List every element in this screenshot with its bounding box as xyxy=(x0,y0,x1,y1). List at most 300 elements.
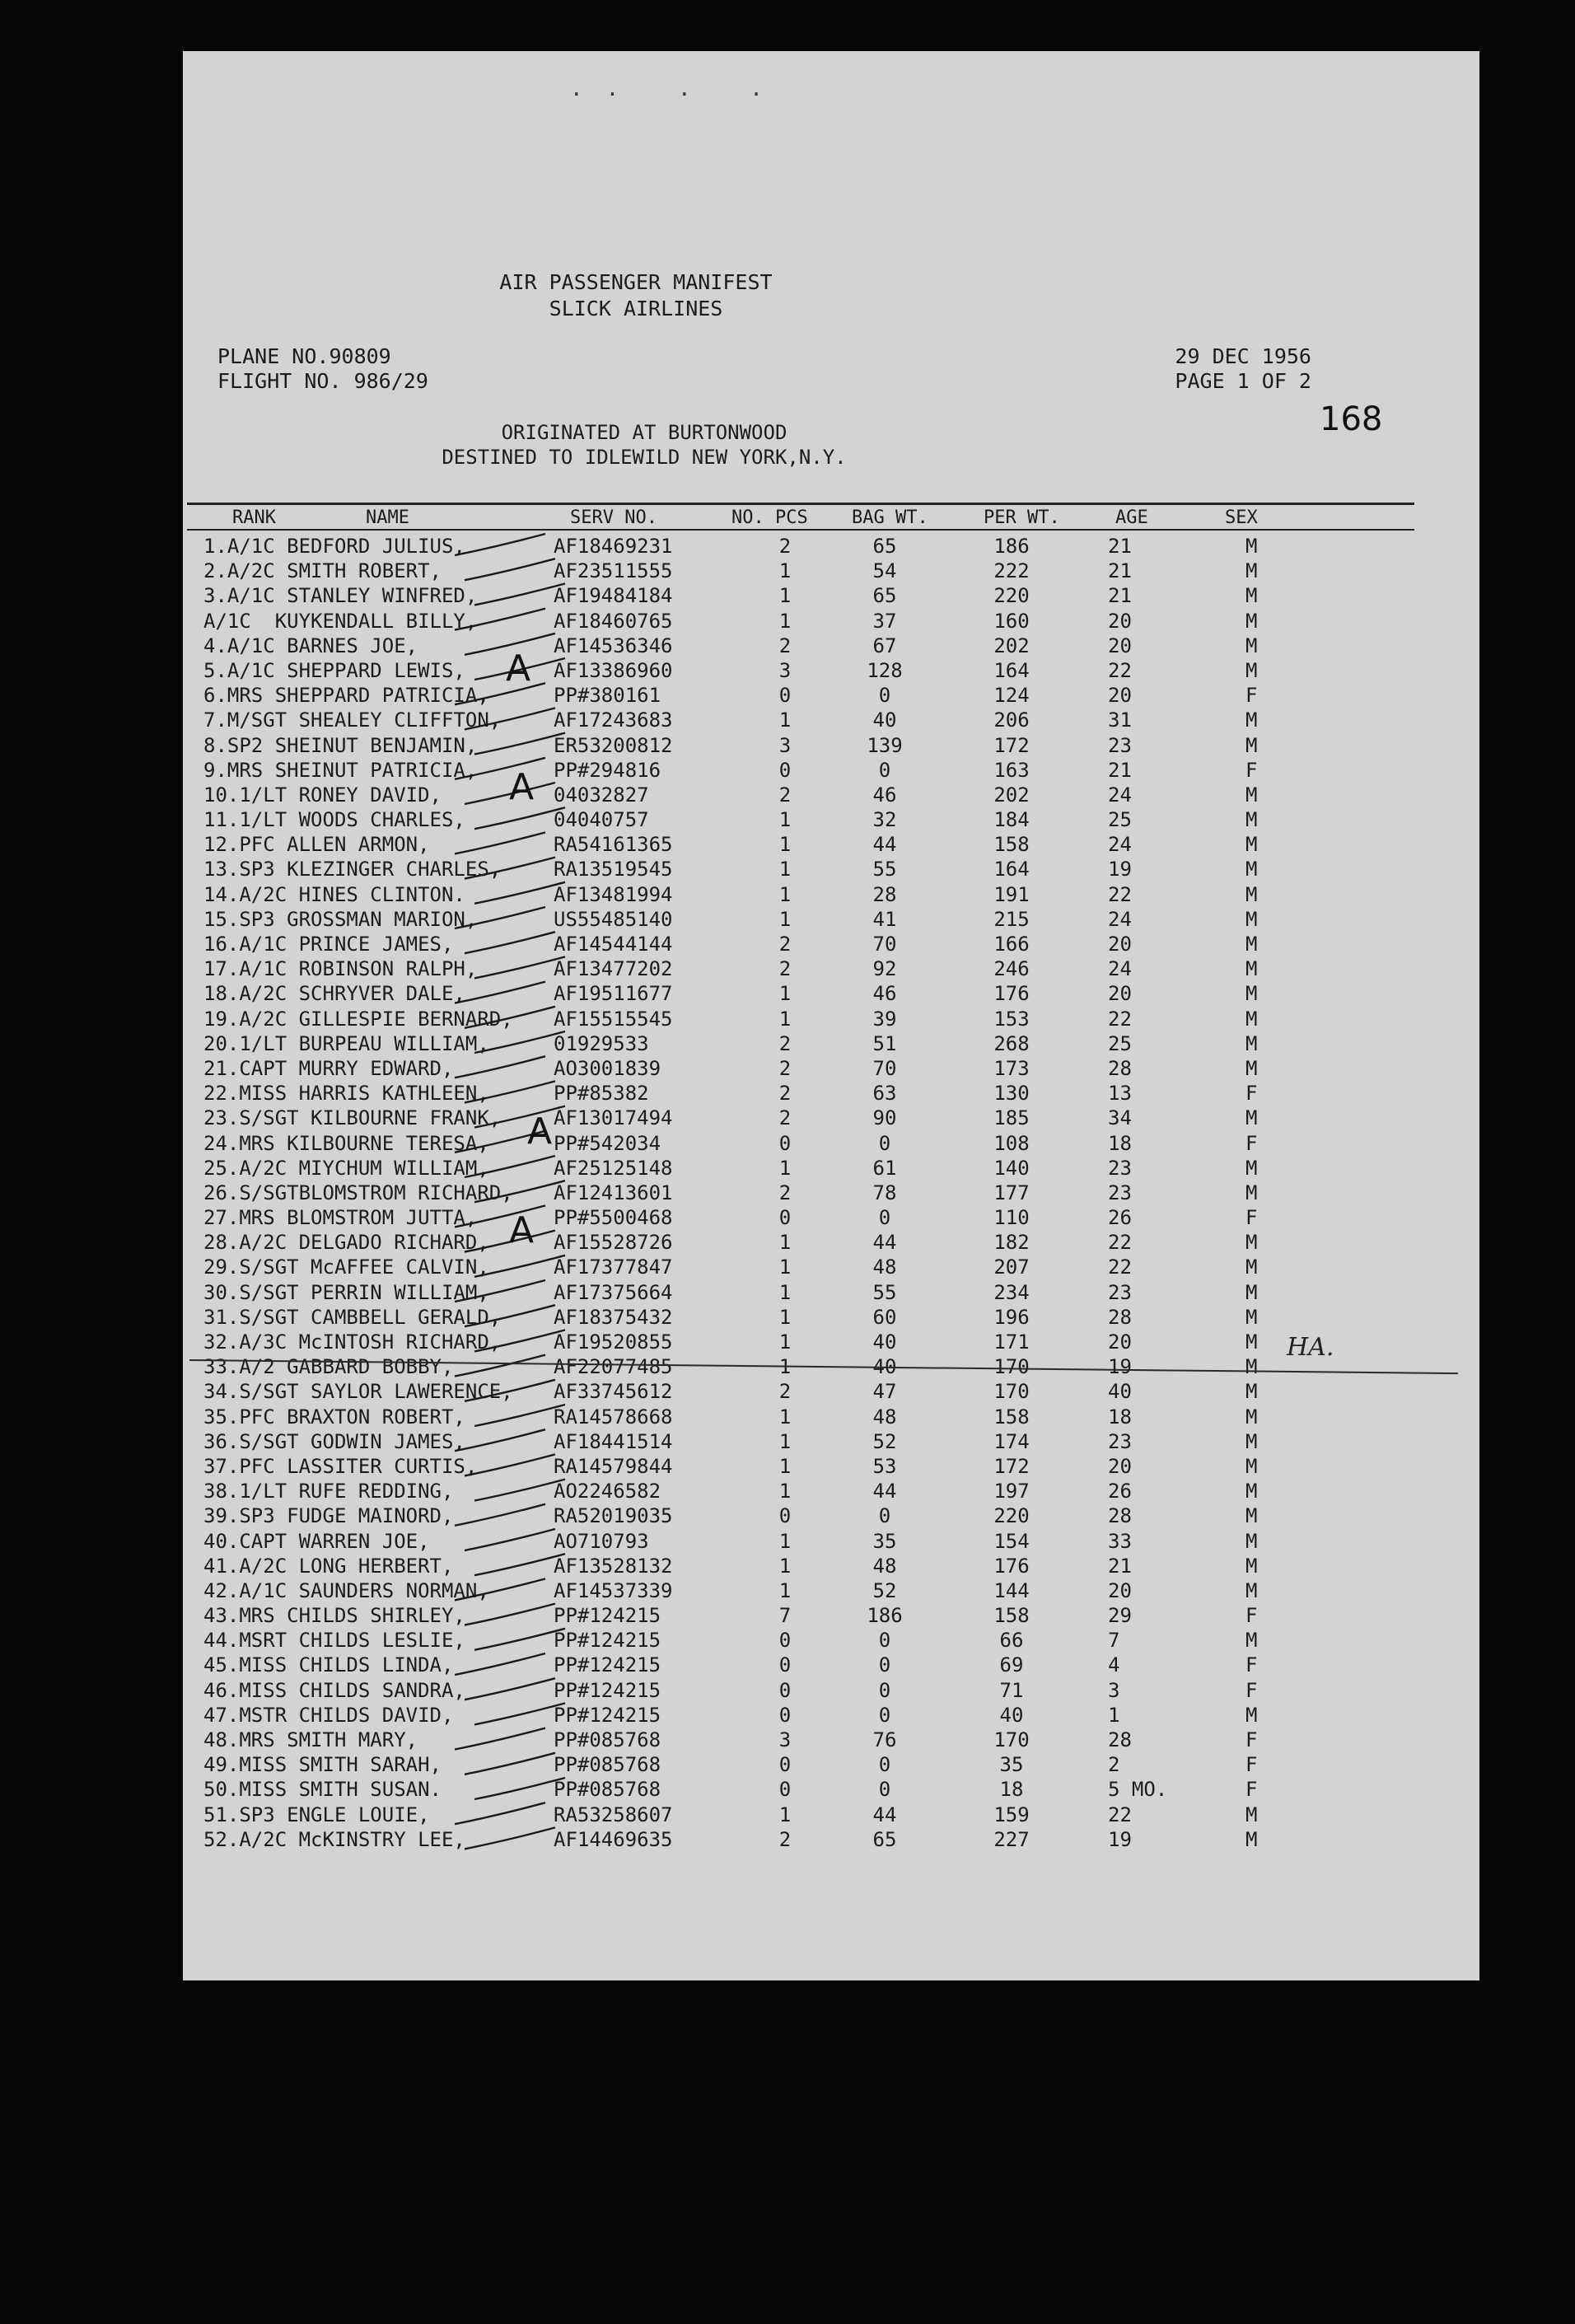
passenger-name: 40.CAPT WARREN JOE, xyxy=(203,1529,430,1553)
passenger-name: 17.A/1C ROBINSON RALPH, xyxy=(203,957,478,981)
passenger-pcs: 1 xyxy=(778,808,792,832)
passenger-bag: 0 xyxy=(878,1703,891,1727)
passenger-bag: 48 xyxy=(872,1256,897,1279)
passenger-serv: PP#124215 xyxy=(554,1653,661,1677)
passenger-name: 36.S/SGT GODWIN JAMES, xyxy=(203,1429,465,1453)
passenger-sex: M xyxy=(1246,1504,1258,1528)
passenger-per: 130 xyxy=(993,1082,1030,1106)
passenger-name: 45.MISS CHILDS LINDA, xyxy=(203,1653,454,1677)
passenger-pcs: 0 xyxy=(778,758,792,782)
passenger-per: 197 xyxy=(993,1480,1030,1503)
passenger-bag: 92 xyxy=(872,957,897,981)
passenger-age: 22 xyxy=(1108,658,1132,682)
passenger-name: A/1C KUYKENDALL BILLY, xyxy=(203,609,478,633)
passenger-serv: AF15515545 xyxy=(554,1007,673,1031)
col-rank: RANK xyxy=(232,507,276,528)
passenger-name: 46.MISS CHILDS SANDRA, xyxy=(203,1678,465,1702)
passenger-sex: M xyxy=(1246,1355,1258,1379)
passenger-per: 158 xyxy=(993,1604,1030,1628)
passenger-serv: AF18441514 xyxy=(554,1429,673,1453)
passenger-bag: 65 xyxy=(872,535,897,558)
passenger-age: 22 xyxy=(1108,882,1132,906)
passenger-serv: AO710793 xyxy=(554,1529,649,1553)
passenger-serv: PP#124215 xyxy=(554,1703,661,1727)
pen-tick-mark xyxy=(465,708,555,729)
pen-tick-mark xyxy=(455,1504,545,1526)
pen-tick-mark xyxy=(465,932,555,953)
passenger-per: 207 xyxy=(993,1256,1030,1279)
passenger-age: 4 xyxy=(1108,1653,1120,1677)
passenger-age: 26 xyxy=(1108,1480,1132,1503)
passenger-bag: 90 xyxy=(872,1106,897,1130)
passenger-age: 24 xyxy=(1108,907,1132,931)
passenger-per: 163 xyxy=(993,758,1030,782)
pen-tick-mark xyxy=(465,1827,555,1849)
passenger-serv: AF17377847 xyxy=(554,1256,673,1279)
pen-tick-mark xyxy=(465,1678,555,1700)
passenger-name: 44.MSRT CHILDS LESLIE, xyxy=(203,1629,465,1653)
pen-tick-mark xyxy=(455,1578,545,1600)
passenger-age: 20 xyxy=(1108,933,1132,956)
passenger-age: 22 xyxy=(1108,1231,1132,1255)
passenger-sex: F xyxy=(1246,1778,1258,1802)
passenger-name: 16.A/1C PRINCE JAMES, xyxy=(203,933,454,956)
passenger-age: 19 xyxy=(1108,858,1132,881)
passenger-name: 27.MRS BLOMSTROM JUTTA, xyxy=(203,1206,478,1230)
passenger-bag: 41 xyxy=(872,907,897,931)
passenger-serv: 04040757 xyxy=(554,808,649,832)
passenger-serv: PP#5500468 xyxy=(554,1206,673,1230)
passenger-serv: PP#085768 xyxy=(554,1753,661,1777)
passenger-serv: RA54161365 xyxy=(554,833,673,857)
passenger-sex: M xyxy=(1246,933,1258,956)
pen-tick-mark xyxy=(465,1529,555,1550)
page-indicator: PAGE 1 OF 2 xyxy=(1175,369,1311,393)
passenger-bag: 53 xyxy=(872,1454,897,1478)
passenger-sex: M xyxy=(1246,559,1258,583)
passenger-bag: 46 xyxy=(872,982,897,1006)
passenger-name: 41.A/2C LONG HERBERT, xyxy=(203,1554,454,1578)
passenger-bag: 0 xyxy=(878,1653,891,1677)
passenger-sex: M xyxy=(1246,882,1258,906)
passenger-sex: M xyxy=(1246,708,1258,732)
passenger-age: 28 xyxy=(1108,1305,1132,1329)
passenger-age: 20 xyxy=(1108,634,1132,657)
passenger-bag: 37 xyxy=(872,609,897,633)
passenger-sex: M xyxy=(1246,858,1258,881)
handwritten-a-mark: A xyxy=(506,648,531,690)
col-per: PER WT. xyxy=(984,507,1060,528)
passenger-name: 2.A/2C SMITH ROBERT, xyxy=(203,559,442,583)
passenger-sex: M xyxy=(1246,783,1258,807)
passenger-sex: M xyxy=(1246,609,1258,633)
passenger-per: 173 xyxy=(993,1056,1030,1080)
passenger-bag: 44 xyxy=(872,1803,897,1826)
passenger-bag: 47 xyxy=(872,1380,897,1404)
passenger-per: 206 xyxy=(993,708,1030,732)
passenger-sex: M xyxy=(1246,1703,1258,1727)
passenger-serv: AF23511555 xyxy=(554,559,673,583)
passenger-pcs: 0 xyxy=(778,1653,792,1677)
passenger-serv: AF13481994 xyxy=(554,882,673,906)
passenger-sex: F xyxy=(1246,1728,1258,1751)
passenger-serv: AF18375432 xyxy=(554,1305,673,1329)
passenger-bag: 65 xyxy=(872,584,897,608)
passenger-age: 20 xyxy=(1108,609,1132,633)
passenger-serv: PP#124215 xyxy=(554,1629,661,1653)
col-serv: SERV NO. xyxy=(570,507,657,528)
passenger-pcs: 3 xyxy=(778,1728,792,1751)
passenger-pcs: 1 xyxy=(778,559,792,583)
passenger-per: 144 xyxy=(993,1578,1030,1602)
passenger-bag: 32 xyxy=(872,808,897,832)
pen-tick-mark xyxy=(474,733,565,755)
passenger-age: 20 xyxy=(1108,1330,1132,1354)
passenger-age: 20 xyxy=(1108,982,1132,1006)
punch-marks: ·· · · xyxy=(570,82,786,107)
passenger-name: 1.A/1C BEDFORD JULIUS, xyxy=(203,535,465,558)
passenger-age: 18 xyxy=(1108,1405,1132,1429)
passenger-serv: PP#124215 xyxy=(554,1678,661,1702)
pen-tick-mark xyxy=(455,1056,545,1078)
passenger-pcs: 2 xyxy=(778,957,792,981)
passenger-pcs: 1 xyxy=(778,609,792,633)
passenger-sex: M xyxy=(1246,1629,1258,1653)
passenger-age: 24 xyxy=(1108,783,1132,807)
passenger-serv: PP#542034 xyxy=(554,1131,661,1155)
pen-tick-mark xyxy=(465,1454,555,1475)
handwritten-a-mark: A xyxy=(509,766,535,808)
manifest-date: 29 DEC 1956 xyxy=(1175,344,1311,368)
passenger-per: 185 xyxy=(993,1106,1030,1130)
col-pcs: NO. PCS xyxy=(731,507,808,528)
passenger-per: 158 xyxy=(993,833,1030,857)
passenger-name: 49.MISS SMITH SARAH, xyxy=(203,1753,442,1777)
passenger-name: 11.1/LT WOODS CHARLES, xyxy=(203,808,465,832)
passenger-per: 172 xyxy=(993,733,1030,757)
passenger-pcs: 0 xyxy=(778,1678,792,1702)
passenger-name: 5.A/1C SHEPPARD LEWIS, xyxy=(203,658,465,682)
pen-tick-mark xyxy=(474,1181,565,1202)
passenger-bag: 78 xyxy=(872,1181,897,1204)
handwritten-a-mark: A xyxy=(527,1111,553,1153)
passenger-sex: M xyxy=(1246,1803,1258,1826)
pen-tick-mark xyxy=(474,1256,565,1277)
passenger-pcs: 2 xyxy=(778,1106,792,1130)
passenger-age: 5 MO. xyxy=(1108,1778,1168,1802)
passenger-sex: M xyxy=(1246,1280,1258,1304)
passenger-serv: AF13386960 xyxy=(554,658,673,682)
passenger-pcs: 0 xyxy=(778,1206,792,1230)
passenger-bag: 0 xyxy=(878,1629,891,1653)
passenger-pcs: 0 xyxy=(778,1753,792,1777)
passenger-per: 154 xyxy=(993,1529,1030,1553)
passenger-per: 170 xyxy=(993,1355,1030,1379)
passenger-bag: 65 xyxy=(872,1827,897,1851)
passenger-serv: RA53258607 xyxy=(554,1803,673,1826)
passenger-age: 24 xyxy=(1108,833,1132,857)
passenger-sex: M xyxy=(1246,1181,1258,1204)
passenger-pcs: 1 xyxy=(778,907,792,931)
passenger-name: 21.CAPT MURRY EDWARD, xyxy=(203,1056,454,1080)
manifest-page xyxy=(183,51,1479,1980)
passenger-per: 177 xyxy=(993,1181,1030,1204)
passenger-pcs: 1 xyxy=(778,1480,792,1503)
passenger-name: 13.SP3 KLEZINGER CHARLES, xyxy=(203,858,502,881)
passenger-name: 47.MSTR CHILDS DAVID, xyxy=(203,1703,454,1727)
passenger-pcs: 0 xyxy=(778,1131,792,1155)
passenger-name: 19.A/2C GILLESPIE BERNARD, xyxy=(203,1007,513,1031)
passenger-per: 174 xyxy=(993,1429,1030,1453)
passenger-sex: M xyxy=(1246,1156,1258,1180)
passenger-per: 234 xyxy=(993,1280,1030,1304)
destination-line: DESTINED TO IDLEWILD NEW YORK,N.Y. xyxy=(442,446,847,469)
passenger-pcs: 3 xyxy=(778,658,792,682)
passenger-bag: 0 xyxy=(878,684,891,708)
passenger-pcs: 1 xyxy=(778,1280,792,1304)
passenger-age: 21 xyxy=(1108,1554,1132,1578)
passenger-sex: M xyxy=(1246,1529,1258,1553)
passenger-bag: 70 xyxy=(872,1056,897,1080)
passenger-age: 28 xyxy=(1108,1056,1132,1080)
pen-tick-mark xyxy=(474,1480,565,1501)
passenger-sex: F xyxy=(1246,684,1258,708)
passenger-sex: M xyxy=(1246,1330,1258,1354)
passenger-name: 8.SP2 SHEINUT BENJAMIN, xyxy=(203,733,478,757)
passenger-bag: 52 xyxy=(872,1429,897,1453)
passenger-sex: M xyxy=(1246,1231,1258,1255)
passenger-sex: M xyxy=(1246,634,1258,657)
passenger-pcs: 1 xyxy=(778,1007,792,1031)
passenger-pcs: 2 xyxy=(778,1056,792,1080)
passenger-pcs: 0 xyxy=(778,1504,792,1528)
passenger-age: 23 xyxy=(1108,1156,1132,1180)
passenger-age: 18 xyxy=(1108,1131,1132,1155)
passenger-bag: 35 xyxy=(872,1529,897,1553)
pen-tick-mark xyxy=(474,807,565,829)
passenger-bag: 186 xyxy=(867,1604,903,1628)
passenger-serv: AF14536346 xyxy=(554,634,673,657)
passenger-sex: M xyxy=(1246,584,1258,608)
passenger-sex: M xyxy=(1246,1480,1258,1503)
passenger-sex: M xyxy=(1246,1256,1258,1279)
passenger-age: 1 xyxy=(1108,1703,1120,1727)
passenger-bag: 0 xyxy=(878,1504,891,1528)
passenger-bag: 61 xyxy=(872,1156,897,1180)
passenger-per: 160 xyxy=(993,609,1030,633)
passenger-age: 28 xyxy=(1108,1728,1132,1751)
passenger-serv: AF17243683 xyxy=(554,708,673,732)
passenger-age: 33 xyxy=(1108,1529,1132,1553)
passenger-pcs: 1 xyxy=(778,882,792,906)
passenger-bag: 0 xyxy=(878,1678,891,1702)
passenger-name: 42.A/1C SAUNDERS NORMAN, xyxy=(203,1578,489,1602)
pen-tick-mark xyxy=(474,956,565,978)
passenger-per: 164 xyxy=(993,658,1030,682)
passenger-name: 23.S/SGT KILBOURNE FRANK, xyxy=(203,1106,502,1130)
passenger-name: 39.SP3 FUDGE MAINORD, xyxy=(203,1504,454,1528)
passenger-bag: 39 xyxy=(872,1007,897,1031)
passenger-per: 110 xyxy=(993,1206,1030,1230)
passenger-sex: M xyxy=(1246,982,1258,1006)
passenger-age: 21 xyxy=(1108,559,1132,583)
passenger-bag: 67 xyxy=(872,634,897,657)
pen-tick-mark xyxy=(474,882,565,904)
passenger-per: 268 xyxy=(993,1031,1030,1055)
col-bag: BAG WT. xyxy=(852,507,928,528)
passenger-bag: 40 xyxy=(872,1330,897,1354)
passenger-age: 22 xyxy=(1108,1256,1132,1279)
passenger-pcs: 1 xyxy=(778,1256,792,1279)
stamp-number: 168 xyxy=(1320,400,1383,438)
origin-line: ORIGINATED AT BURTONWOOD xyxy=(501,421,788,444)
passenger-per: 171 xyxy=(993,1330,1030,1354)
passenger-name: 10.1/LT RONEY DAVID, xyxy=(203,783,442,807)
pen-tick-mark xyxy=(455,609,545,630)
passenger-name: 33.A/2 GABBARD BOBBY, xyxy=(203,1355,454,1379)
passenger-bag: 128 xyxy=(867,658,903,682)
passenger-serv: RA14578668 xyxy=(554,1405,673,1429)
passenger-serv: AO3001839 xyxy=(554,1056,661,1080)
passenger-sex: M xyxy=(1246,1454,1258,1478)
passenger-sex: F xyxy=(1246,1653,1258,1677)
passenger-pcs: 1 xyxy=(778,1405,792,1429)
passenger-pcs: 2 xyxy=(778,634,792,657)
passenger-bag: 55 xyxy=(872,858,897,881)
passenger-age: 2 xyxy=(1108,1753,1120,1777)
pen-tick-mark xyxy=(465,1753,555,1775)
passenger-name: 15.SP3 GROSSMAN MARION, xyxy=(203,907,478,931)
passenger-serv: AF33745612 xyxy=(554,1380,673,1404)
passenger-serv: AF13017494 xyxy=(554,1106,673,1130)
passenger-serv: 01929533 xyxy=(554,1031,649,1055)
passenger-sex: F xyxy=(1246,1604,1258,1628)
passenger-name: 14.A/2C HINES CLINTON. xyxy=(203,882,465,906)
pen-tick-mark xyxy=(474,1330,565,1351)
passenger-sex: M xyxy=(1246,535,1258,558)
passenger-age: 25 xyxy=(1108,1031,1132,1055)
passenger-name: 24.MRS KILBOURNE TERESA, xyxy=(203,1131,489,1155)
passenger-sex: M xyxy=(1246,808,1258,832)
passenger-age: 21 xyxy=(1108,758,1132,782)
passenger-name: 35.PFC BRAXTON ROBERT, xyxy=(203,1405,465,1429)
passenger-name: 20.1/LT BURPEAU WILLIAM, xyxy=(203,1031,489,1055)
passenger-name: 4.A/1C BARNES JOE, xyxy=(203,634,418,657)
passenger-pcs: 1 xyxy=(778,833,792,857)
passenger-age: 22 xyxy=(1108,1803,1132,1826)
passenger-per: 246 xyxy=(993,957,1030,981)
passenger-sex: M xyxy=(1246,957,1258,981)
passenger-pcs: 1 xyxy=(778,1305,792,1329)
passenger-name: 32.A/3C McINTOSH RICHARD, xyxy=(203,1330,502,1354)
passenger-serv: PP#294816 xyxy=(554,758,661,782)
passenger-pcs: 1 xyxy=(778,1454,792,1478)
passenger-per: 182 xyxy=(993,1231,1030,1255)
pen-tick-mark xyxy=(455,1429,545,1451)
passenger-serv: AF18460765 xyxy=(554,609,673,633)
passenger-sex: M xyxy=(1246,733,1258,757)
passenger-bag: 70 xyxy=(872,933,897,956)
airline-name: SLICK AIRLINES xyxy=(549,297,723,320)
passenger-age: 13 xyxy=(1108,1082,1132,1106)
passenger-serv: AF19484184 xyxy=(554,584,673,608)
passenger-bag: 28 xyxy=(872,882,897,906)
passenger-bag: 44 xyxy=(872,833,897,857)
passenger-bag: 55 xyxy=(872,1280,897,1304)
passenger-age: 21 xyxy=(1108,584,1132,608)
passenger-bag: 48 xyxy=(872,1405,897,1429)
passenger-per: 196 xyxy=(993,1305,1030,1329)
passenger-sex: F xyxy=(1246,1753,1258,1777)
passenger-per: 184 xyxy=(993,808,1030,832)
passenger-serv: PP#124215 xyxy=(554,1604,661,1628)
passenger-per: 18 xyxy=(999,1778,1024,1802)
passenger-name: 28.A/2C DELGADO RICHARD, xyxy=(203,1231,489,1255)
passenger-pcs: 2 xyxy=(778,1380,792,1404)
pen-tick-mark xyxy=(465,1081,555,1102)
passenger-name: 34.S/SGT SAYLOR LAWERENCE, xyxy=(203,1380,513,1404)
passenger-pcs: 1 xyxy=(778,1578,792,1602)
passenger-age: 7 xyxy=(1108,1629,1120,1653)
pen-tick-mark xyxy=(474,1031,565,1053)
passenger-per: 164 xyxy=(993,858,1030,881)
pen-tick-mark xyxy=(455,683,545,704)
passenger-age: 24 xyxy=(1108,957,1132,981)
passenger-per: 176 xyxy=(993,982,1030,1006)
passenger-serv: AF22077485 xyxy=(554,1355,673,1379)
passenger-sex: M xyxy=(1246,1827,1258,1851)
passenger-serv: AF15528726 xyxy=(554,1231,673,1255)
passenger-pcs: 1 xyxy=(778,858,792,881)
passenger-pcs: 1 xyxy=(778,982,792,1006)
passenger-per: 166 xyxy=(993,933,1030,956)
passenger-sex: M xyxy=(1246,1056,1258,1080)
col-sex: SEX xyxy=(1225,507,1258,528)
passenger-per: 222 xyxy=(993,559,1030,583)
pen-tick-mark xyxy=(474,1405,565,1426)
passenger-name: 37.PFC LASSITER CURTIS, xyxy=(203,1454,478,1478)
passenger-serv: ER53200812 xyxy=(554,733,673,757)
passenger-age: 31 xyxy=(1108,708,1132,732)
passenger-bag: 63 xyxy=(872,1082,897,1106)
passenger-pcs: 2 xyxy=(778,535,792,558)
passenger-serv: AF14537339 xyxy=(554,1578,673,1602)
passenger-name: 38.1/LT RUFE REDDING, xyxy=(203,1480,454,1503)
passenger-sex: M xyxy=(1246,1305,1258,1329)
passenger-serv: PP#085768 xyxy=(554,1778,661,1802)
passenger-sex: F xyxy=(1246,1082,1258,1106)
passenger-per: 170 xyxy=(993,1728,1030,1751)
pen-tick-mark xyxy=(465,1007,555,1028)
passenger-per: 158 xyxy=(993,1405,1030,1429)
passenger-pcs: 1 xyxy=(778,1231,792,1255)
passenger-bag: 54 xyxy=(872,559,897,583)
passenger-serv: AF14544144 xyxy=(554,933,673,956)
passenger-per: 172 xyxy=(993,1454,1030,1478)
passenger-pcs: 1 xyxy=(778,1429,792,1453)
passenger-per: 40 xyxy=(999,1703,1024,1727)
passenger-bag: 60 xyxy=(872,1305,897,1329)
passenger-age: 23 xyxy=(1108,733,1132,757)
passenger-name: 51.SP3 ENGLE LOUIE, xyxy=(203,1803,430,1826)
passenger-pcs: 0 xyxy=(778,684,792,708)
passenger-age: 25 xyxy=(1108,808,1132,832)
pen-tick-mark xyxy=(465,559,555,580)
passenger-serv: PP#085768 xyxy=(554,1728,661,1751)
passenger-bag: 0 xyxy=(878,1206,891,1230)
plane-number: PLANE NO.90809 xyxy=(217,344,391,368)
passenger-name: 26.S/SGTBLOMSTROM RICHARD, xyxy=(203,1181,513,1204)
